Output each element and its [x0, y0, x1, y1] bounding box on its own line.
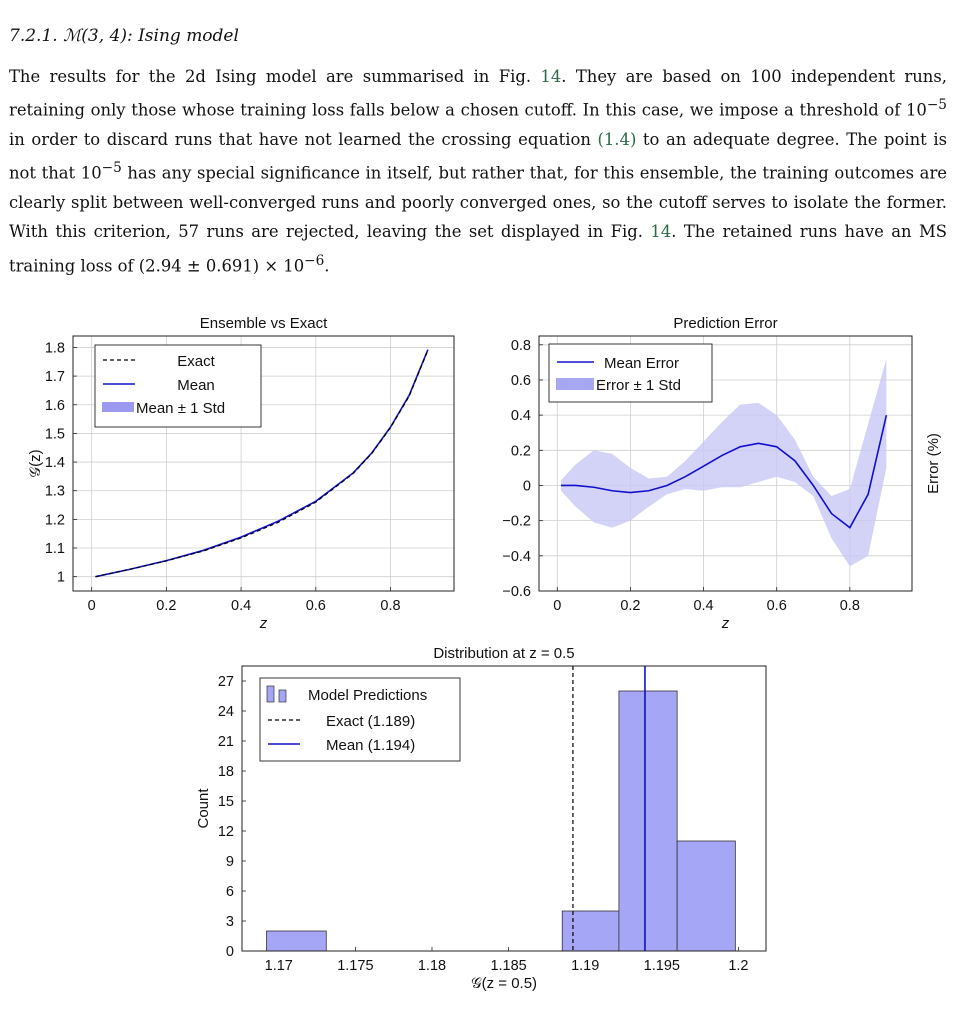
y-tick-label: 6 — [225, 884, 234, 900]
x-axis-label: 𝒢(z = 0.5) — [470, 975, 538, 992]
x-tick-label: 1.195 — [643, 958, 680, 974]
x-tick-label: 1.19 — [571, 958, 600, 974]
para-s3: in order to discard runs that have not learned the crossing equation — [9, 130, 598, 150]
y-tick-label: 3 — [225, 914, 234, 930]
x-tick-label: 0.4 — [231, 598, 252, 614]
legend-bar-swatch — [279, 690, 286, 702]
x-tick-label: 0.4 — [693, 598, 714, 614]
y-tick-label: 1.8 — [44, 340, 65, 357]
legend-mean-error-label: Mean Error — [604, 355, 680, 372]
y-tick-label: 21 — [217, 734, 234, 750]
chart-2 — [195, 645, 766, 992]
x-tick-label: 1.18 — [417, 958, 447, 974]
y-tick-label: 0.2 — [510, 443, 531, 460]
chart-0 — [27, 315, 454, 632]
exponent-1: −5 — [926, 97, 947, 114]
legend-mean-label: Mean (1.194) — [326, 737, 416, 754]
y-tick-label: 0.4 — [510, 408, 531, 425]
para-s6: . The retained runs have an MS training loss of (2.94 ± 0.691) × 10 — [9, 222, 947, 276]
x-tick-label: 0.2 — [620, 598, 641, 614]
x-tick-label: 0.6 — [305, 598, 326, 614]
x-axis-label: z — [259, 615, 268, 632]
y-tick-label: 15 — [217, 794, 234, 810]
y-tick-label: 1 — [56, 569, 65, 586]
histogram-bar — [619, 691, 677, 951]
y-tick-label: 9 — [225, 854, 234, 870]
chart-title: Prediction Error — [673, 315, 778, 332]
para-s4: to an adequate degree. The point is not that 10 — [9, 130, 947, 183]
legend-band-swatch — [102, 402, 134, 412]
y-tick-label: 1.1 — [44, 541, 65, 558]
y-tick-label: 24 — [217, 704, 234, 720]
equation-ref[interactable]: (1.4) — [597, 130, 637, 150]
x-tick-label: 0.8 — [839, 598, 860, 614]
y-tick-label: −0.6 — [502, 584, 531, 600]
chart-title: Ensemble vs Exact — [199, 315, 328, 332]
y-tick-label: 1.4 — [44, 455, 65, 472]
histogram-bar — [267, 931, 327, 951]
legend-predictions-label: Model Predictions — [308, 687, 428, 704]
y-tick-label: 1.5 — [44, 426, 65, 443]
y-tick-label: 1.2 — [44, 512, 65, 529]
legend-bar-swatch — [267, 686, 274, 702]
y-axis-label: Error (%) — [925, 433, 942, 494]
para-s2: . They are based on 100 independent runs, retaining only those whose training loss falls below a chosen cutoff. In this case, we impose a threshold of 10 — [9, 67, 947, 120]
y-axis-label: 𝒢(z) — [27, 449, 44, 478]
y-tick-label: 18 — [217, 764, 234, 780]
y-tick-label: 1.3 — [44, 483, 65, 500]
x-axis-label: z — [721, 615, 730, 632]
x-tick-label: 0.6 — [766, 598, 787, 614]
legend-band-swatch — [556, 378, 594, 390]
x-tick-label: 0 — [87, 598, 96, 614]
fig-ref-2[interactable]: 14 — [650, 222, 672, 242]
y-tick-label: 1.6 — [44, 397, 65, 414]
histogram-bar — [677, 841, 735, 951]
legend-mean-label: Mean — [177, 377, 215, 394]
y-tick-label: 0 — [522, 478, 531, 495]
para-s5: has any special significance in itself, but rather that, for this ensemble, the training outcomes are clearly split between well-converged runs and poorly converged ones, so the cutoff serves to isolate the former. With this criterion, 57 runs are rejected, leaving the set displayed in Fig. — [9, 163, 947, 242]
chart-title: Distribution at z = 0.5 — [433, 645, 575, 662]
y-tick-label: 1.7 — [44, 369, 65, 386]
section-title: 7.2.1. ℳ(3, 4): Ising model — [9, 26, 239, 46]
x-tick-label: 0.8 — [380, 598, 401, 614]
chart-1 — [502, 315, 942, 632]
y-tick-label: 0 — [225, 944, 234, 960]
x-tick-label: 1.2 — [728, 958, 749, 974]
exponent-2: −5 — [101, 160, 122, 177]
x-tick-label: 1.175 — [337, 958, 374, 974]
legend-band-label: Error ± 1 Std — [596, 377, 681, 394]
legend-exact-label: Exact (1.189) — [326, 713, 416, 730]
x-tick-label: 1.185 — [490, 958, 527, 974]
x-tick-label: 0 — [553, 598, 562, 614]
para-s7: . — [324, 256, 330, 276]
y-tick-label: 27 — [217, 674, 234, 690]
y-tick-label: −0.2 — [502, 513, 531, 530]
y-tick-label: −0.4 — [502, 548, 531, 565]
x-tick-label: 1.17 — [264, 958, 293, 974]
y-tick-label: 12 — [217, 824, 234, 840]
exponent-3: −6 — [304, 252, 325, 269]
histogram-bar — [562, 911, 619, 951]
fig-ref-1[interactable]: 14 — [540, 67, 562, 86]
y-axis-label: Count — [195, 788, 212, 829]
legend-exact-label: Exact — [177, 353, 215, 370]
legend-band-label: Mean ± 1 Std — [136, 400, 226, 417]
y-tick-label: 0.8 — [510, 337, 531, 354]
y-tick-label: 0.6 — [510, 372, 531, 389]
x-tick-label: 0.2 — [156, 598, 177, 614]
para-s1: The results for the 2d Ising model are summarised in Fig. — [9, 67, 541, 86]
